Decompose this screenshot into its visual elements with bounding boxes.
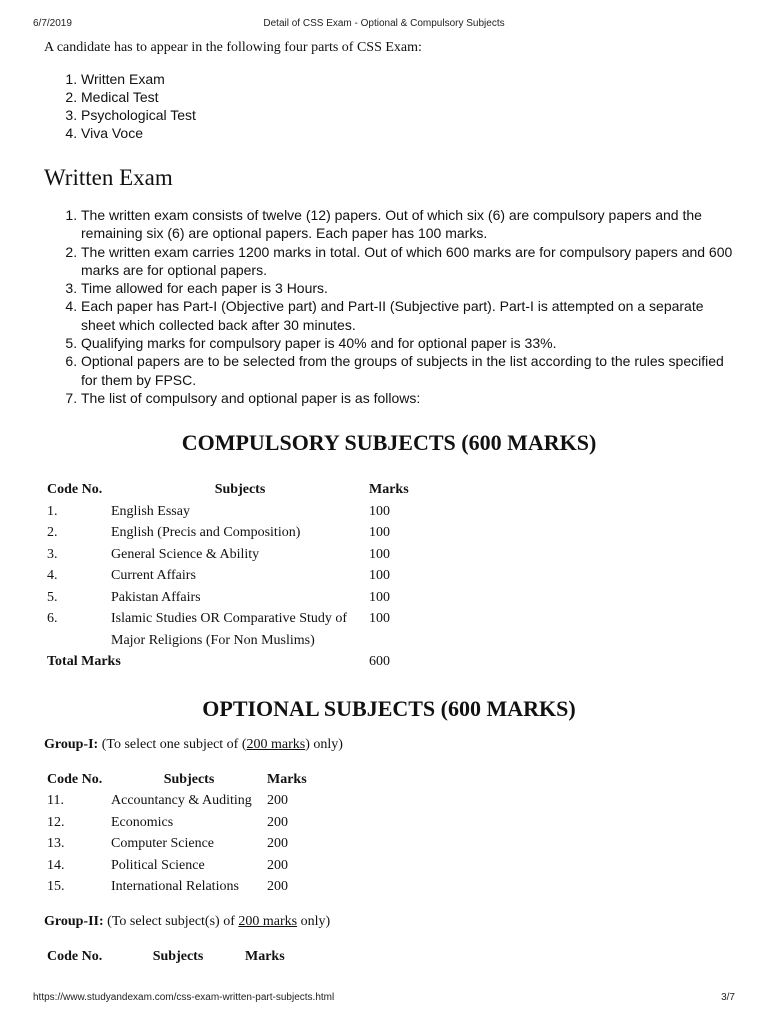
marks-cell: 100 <box>369 503 390 519</box>
list-item: 5. Qualifying marks for compulsory paper is 40% and for optional paper is 33%. <box>81 334 734 352</box>
list-item: 6. Optional papers are to be selected from the groups of subjects in the list according to the rules specified for them by FPSC. <box>81 352 734 389</box>
marks-cell: 200 <box>267 814 288 830</box>
table-row <box>47 876 327 898</box>
column-header: Subjects <box>163 771 215 787</box>
code-cell: 13. <box>47 836 65 852</box>
column-header: Marks <box>369 482 409 498</box>
subject-cell: Economics <box>111 814 174 830</box>
subject-cell: Accountancy & Auditing <box>111 793 252 809</box>
subject-cell: General Science & Ability <box>111 546 260 562</box>
list-item: 3. Psychological Test <box>81 106 734 124</box>
group-i-marks: 200 marks <box>246 736 306 752</box>
group-ii-label: Group-II: <box>44 913 104 929</box>
optional-heading: OPTIONAL SUBJECTS (600 MARKS) <box>202 695 576 721</box>
total-value: 600 <box>369 654 390 670</box>
group-i-text-end: ) only) <box>305 736 343 752</box>
written-exam-heading: Written Exam <box>44 165 173 190</box>
subject-cell: English (Precis and Composition) <box>111 525 301 541</box>
list-item: 3. Time allowed for each paper is 3 Hours. <box>81 279 734 297</box>
column-header: Marks <box>267 771 307 787</box>
marks-cell: 100 <box>369 546 390 562</box>
marks-cell: 200 <box>267 857 288 873</box>
total-label: Total Marks <box>47 654 121 670</box>
code-cell: 12. <box>47 814 65 830</box>
page-content <box>44 38 734 967</box>
compulsory-heading: COMPULSORY SUBJECTS (600 MARKS) <box>181 430 597 456</box>
compulsory-table <box>47 479 429 673</box>
column-header: Subjects <box>152 948 204 964</box>
table-row <box>47 544 429 566</box>
code-cell: 4. <box>47 568 58 584</box>
marks-cell: 100 <box>369 525 390 541</box>
group-i-table <box>47 769 327 898</box>
group-ii-text-end: only) <box>297 913 331 929</box>
list-item: 1. Written Exam <box>81 70 734 88</box>
column-header: Subjects <box>214 482 266 498</box>
group-i-caption <box>44 735 734 755</box>
marks-cell: 100 <box>369 611 390 627</box>
table-header-row <box>47 769 327 791</box>
marks-cell: 200 <box>267 836 288 852</box>
list-item: 7. The list of compulsory and optional paper is as follows: <box>81 389 734 407</box>
subject-cell: International Relations <box>111 879 239 895</box>
table-row <box>47 833 327 855</box>
list-item: 2. The written exam carries 1200 marks in total. Out of which 600 marks are for compulsory papers and 600 marks are for optional papers. <box>81 243 734 280</box>
group-ii-text: (To select subject(s) of <box>107 913 239 929</box>
list-item: 2. Medical Test <box>81 88 734 106</box>
code-cell: 6. <box>47 611 58 627</box>
table-row <box>47 501 429 523</box>
table-row <box>47 587 429 609</box>
table-row <box>47 608 429 651</box>
code-cell: 5. <box>47 589 58 605</box>
subject-cell: Computer Science <box>111 836 215 852</box>
marks-cell: 200 <box>267 793 288 809</box>
print-footer <box>0 992 768 1006</box>
table-row <box>47 790 327 812</box>
table-row <box>47 855 327 877</box>
code-cell: 11. <box>47 793 64 809</box>
exam-parts-list <box>44 70 734 142</box>
written-rules-list <box>44 206 734 407</box>
code-cell: 14. <box>47 857 65 873</box>
print-title: Detail of CSS Exam - Optional & Compulsory Subjects <box>263 18 505 29</box>
subject-cell: English Essay <box>111 503 190 519</box>
list-item: 1. The written exam consists of twelve (12) papers. Out of which six (6) are compulsory papers and the remaining six (6) are optional papers. Each paper has 100 marks. <box>81 206 734 243</box>
code-cell: 2. <box>47 525 58 541</box>
list-item: 4. Each paper has Part-I (Objective part) and Part-II (Subjective part). Part-I is attempted on a separate sheet which collected back after 30 minutes. <box>81 297 734 334</box>
table-row <box>47 522 429 544</box>
subject-cell: Pakistan Affairs <box>111 589 201 605</box>
table-header-row <box>47 479 429 501</box>
column-header: Code No. <box>47 948 103 964</box>
marks-cell: 200 <box>267 879 288 895</box>
print-date: 6/7/2019 <box>33 18 72 29</box>
column-header: Code No. <box>47 771 103 787</box>
source-url: https://www.studyandexam.com/css-exam-written-part-subjects.html <box>33 992 335 1003</box>
intro-text: A candidate has to appear in the following four parts of CSS Exam: <box>44 40 422 55</box>
group-i-label: Group-I: <box>44 736 99 752</box>
code-cell: 3. <box>47 546 58 562</box>
column-header: Marks <box>245 948 285 964</box>
page-number: 3/7 <box>721 992 735 1003</box>
table-header-row <box>47 946 305 968</box>
marks-cell: 100 <box>369 568 390 584</box>
code-cell: 1. <box>47 503 58 519</box>
subject-cell: Islamic Studies OR Comparative Study of Major Religions (For Non Muslims) <box>111 611 348 648</box>
code-cell: 15. <box>47 879 65 895</box>
group-i-text: (To select one subject of ( <box>101 736 247 752</box>
column-header: Code No. <box>47 482 103 498</box>
print-header <box>0 18 768 32</box>
marks-cell: 100 <box>369 589 390 605</box>
group-ii-table <box>47 946 305 968</box>
list-item: 4. Viva Voce <box>81 124 734 142</box>
table-row <box>47 812 327 834</box>
table-row <box>47 565 429 587</box>
table-total-row <box>47 651 429 673</box>
subject-cell: Political Science <box>111 857 205 873</box>
group-ii-marks: 200 marks <box>238 913 298 929</box>
subject-cell: Current Affairs <box>111 568 196 584</box>
group-ii-caption <box>44 912 734 932</box>
